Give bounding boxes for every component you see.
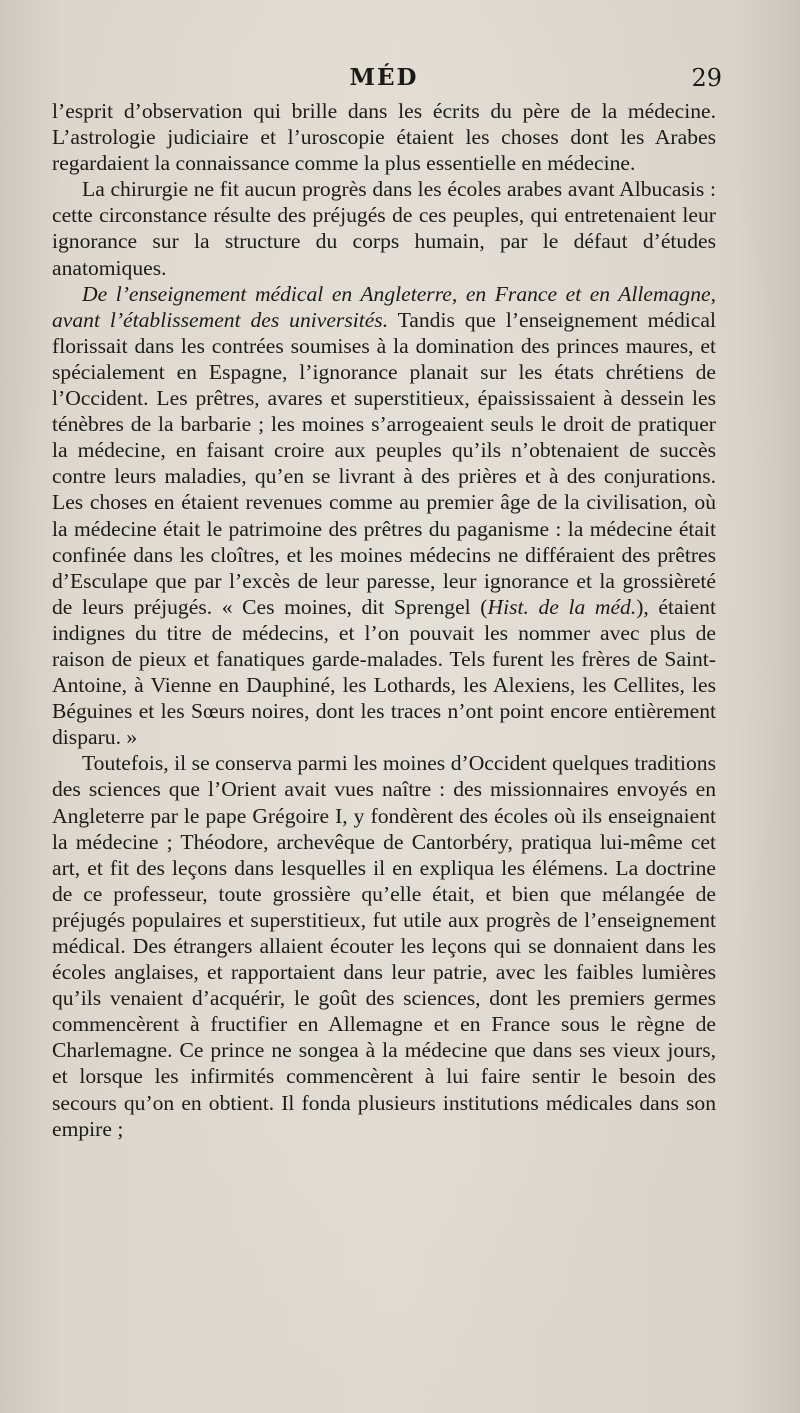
paragraph-3-text-a: Tandis que l’enseignement médical florissait dans les contrées soumises à la domination des princes maures, et spécialement en Espagne, l’ignorance planait sur les états chrétiens de l’Occident. Les prêtres, avares et superstitieux, épaississaient à dessein les ténèbres de la barbarie ; les moines s’arrogeaient seuls le droit de pratiquer la médecine, en faisant croire aux peuples qu’ils n’obtenaient de succès contre leurs maladies, qu’en se livrant à des prières et à des conjurations. Les choses en étaient revenues comme au premier âge de la civilisation, où la médecine était le patrimoine des prêtres du paganisme : la médecine était confinée dans les cloîtres, et les moines médecins ne différaient des prêtres d’Esculape que par l’excès de leur paresse, leur ignorance et la grossièreté de leurs préjugés. « Ces moines, dit Sprengel (	[52, 307, 716, 619]
paragraph-3-text-b: ), étaient indignes du titre de médecins, et l’on pouvait les nommer avec plus de raison de pieux et fanatiques garde-malades. Tels furent les frères de Saint-Antoine, à Vienne en Dauphiné, les Lothards, les Alexiens, les Cellites, les Béguines et les Sœurs noires, dont les traces n’ont point encore entièrement disparu. »	[52, 594, 716, 750]
page-header	[52, 62, 722, 96]
paragraph-2: La chirurgie ne fit aucun progrès dans les écoles arabes avant Albucasis : cette circonstance résulte des préjugés de ces peuples, qui entretenaient leur ignorance sur la structure du corps humain, par le défaut d’études anatomiques.	[52, 177, 716, 280]
paragraph-1: l’esprit d’observation qui brille dans les écrits du père de la médecine. L’astrologie judiciaire et l’uroscopie étaient les choses dont les Arabes regardaient la connaissance comme la plus essentielle en médecine.	[52, 99, 716, 176]
paragraph-4: Toutefois, il se conserva parmi les moines d’Occident quelques traditions des sciences que l’Orient avait vues naître : des missionnaires envoyés en Angleterre par le pape Grégoire I, y fondèrent des écoles où ils enseignaient la médecine ; Théodore, archevêque de Cantorbéry, pratiqua lui-même cet art, et fit des leçons dans lesquelles il en expliqua les élémens. La doctrine de ce professeur, toute grossière qu’elle était, et bien que mélangée de préjugés populaires et superstitieux, fut utile aux progrès de l’enseignement médical. Des étrangers allaient écouter les leçons qui se donnaient dans les écoles anglaises, et rapportaient dans leur patrie, avec les faibles lumières qu’ils venaient d’acquérir, le goût des sciences, dont les premiers germes commencèrent à fructifier en Allemagne et en France sous le règne de Charlemagne. Ce prince ne songea à la médecine que dans ses vieux jours, et lorsque les infirmités commencèrent à lui faire sentir le besoin des secours qu’on en obtient. Il fonda plusieurs institutions médicales dans son empire ;	[52, 751, 716, 1141]
running-head: MÉD	[349, 64, 419, 91]
citation-italic: Hist. de la méd.	[487, 594, 637, 619]
body-text	[52, 98, 716, 1142]
section-heading: De l’enseignement médical en Angleterre, en France et en Allemagne, avant l’établissement des universités.	[52, 281, 716, 332]
page-number: 29	[691, 64, 722, 92]
paragraph-3	[52, 281, 716, 751]
